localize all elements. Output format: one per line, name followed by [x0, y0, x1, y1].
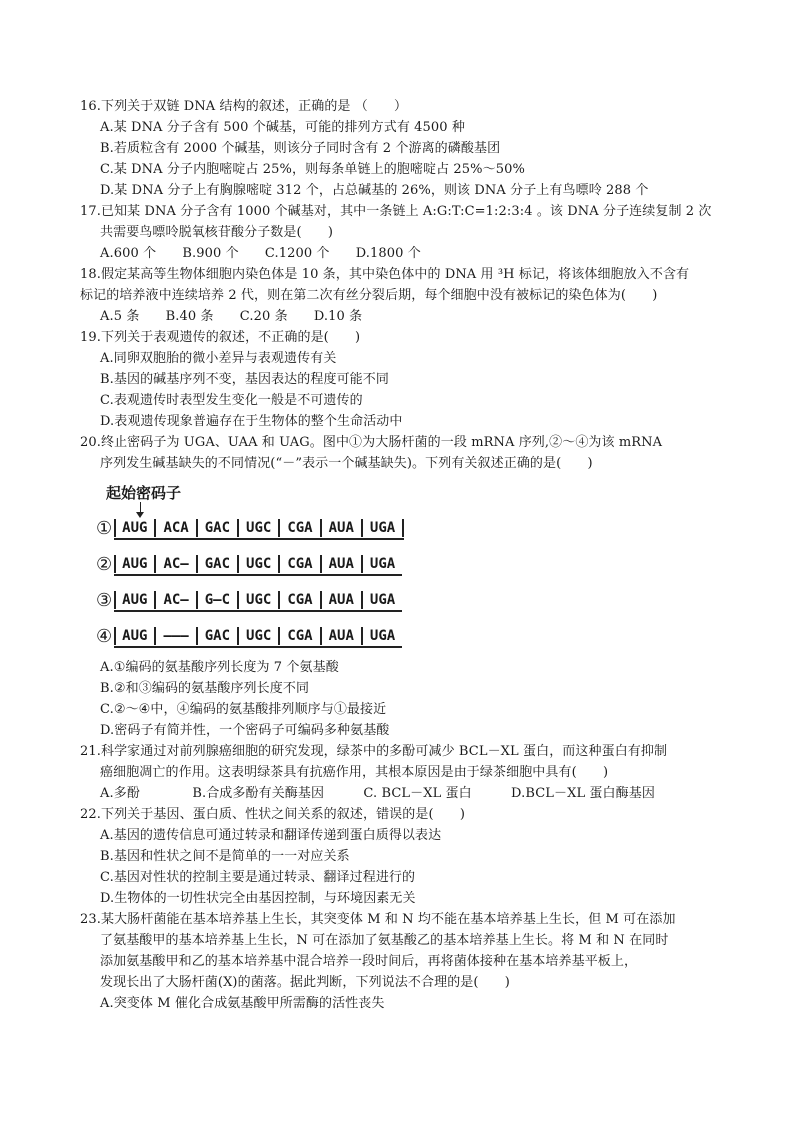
codon: AUA [320, 555, 361, 573]
q19-option-d: D.表观遗传现象普遍存在于生物体的整个生命活动中 [100, 414, 403, 429]
codon: CGA [278, 627, 319, 645]
codon: UGC [237, 555, 278, 573]
q19-option-b: B.基因的碱基序列不变，基因表达的程度可能不同 [100, 372, 389, 387]
q20-option-c: C.②～④中，④编码的氨基酸排列顺序与①最接近 [100, 702, 387, 717]
mrna-row-3 [96, 586, 402, 612]
row-number: ② [96, 554, 113, 575]
question-20-stem-cont: 序列发生碱基缺失的不同情况(“－”表示一个碱基缺失)。下列有关叙述正确的是( ) [100, 456, 593, 471]
q21-options: A.多酚 B.合成多酚有关酶基因 C. BCL－XL 蛋白 D.BCL－XL 蛋白酶基因 [100, 786, 655, 801]
row-number: ① [96, 518, 113, 539]
question-23-stem: 23.某大肠杆菌能在基本培养基上生长，其突变体 M 和 N 均不能在基本培养基上生长，但 M 可在添加 [80, 912, 676, 927]
mrna-row-1 [96, 514, 404, 540]
q17-options: A.600 个 B.900 个 C.1200 个 D.1800 个 [100, 246, 421, 261]
q20-option-d: D.密码子有简并性，一个密码子可编码多种氨基酸 [100, 723, 390, 738]
codon: UGA [361, 627, 402, 645]
q19-option-c: C.表观遗传时表型发生变化一般是不可遗传的 [100, 393, 363, 408]
q22-option-b: B.基因和性状之间不是简单的一一对应关系 [100, 849, 350, 864]
q23-option-a: A.突变体 M 催化合成氨基酸甲所需酶的活性丧失 [100, 996, 385, 1011]
q22-option-c: C.基因对性状的控制主要是通过转录、翻译过程进行的 [100, 870, 416, 885]
question-23-stem-cont-1: 了氨基酸甲的基本培养基上生长，N 可在添加了氨基酸乙的基本培养基上生长。将 M 和 N 在同时 [100, 933, 669, 948]
codon: UGA [361, 555, 402, 573]
q18-options: A.5 条 B.40 条 C.20 条 D.10 条 [100, 309, 363, 324]
mrna-row-4 [96, 622, 402, 648]
codon: CGA [278, 555, 319, 573]
question-21-stem: 21.科学家通过对前列腺癌细胞的研究发现，绿茶中的多酚可减少 BCL－XL 蛋白，而这种蛋白有抑制 [80, 744, 668, 759]
q22-option-a: A.基因的遗传信息可通过转录和翻译传递到蛋白质得以表达 [100, 828, 442, 843]
codon: ACA [154, 519, 195, 537]
q16-option-c: C.某 DNA 分子内胞嘧啶占 25%，则每条单链上的胞嘧啶占 25%～50% [100, 162, 525, 177]
q20-option-a: A.①编码的氨基酸序列长度为 7 个氨基酸 [100, 660, 339, 675]
codon: UGA [361, 519, 404, 537]
codon: CGA [278, 591, 319, 609]
codon: GAC [196, 519, 237, 537]
codon: G–C [196, 591, 237, 609]
question-18-stem: 18.假定某高等生物体细胞内染色体是 10 条，其中染色体中的 DNA 用 ³H 标记，将该体细胞放入不含有 [80, 267, 690, 282]
codon: GAC [196, 555, 237, 573]
codon: AUG [114, 627, 154, 645]
q20-option-b: B.②和③编码的氨基酸序列长度不同 [100, 681, 310, 696]
question-18-stem-cont: 标记的培养液中连续培养 2 代，则在第二次有丝分裂后期，每个细胞中没有被标记的染色体为( ) [80, 288, 658, 303]
codon: AC– [154, 555, 195, 573]
question-20-stem: 20.终止密码子为 UGA、UAA 和 UAG。图中①为大肠杆菌的一段 mRNA 序列,②～④为该 mRNA [80, 435, 663, 450]
codon: AUG [114, 591, 154, 609]
codon: AUG [114, 519, 154, 537]
q19-option-a: A.同卵双胞胎的微小差异与表观遗传有关 [100, 351, 337, 366]
codon: AUA [320, 591, 361, 609]
question-19-stem: 19.下列关于表观遗传的叙述，不正确的是( ) [80, 330, 361, 345]
codon: UGA [361, 591, 402, 609]
q16-option-d: D.某 DNA 分子上有胸腺嘧啶 312 个，占总碱基的 26%，则该 DNA 分子上有鸟嘌呤 288 个 [100, 183, 649, 198]
q16-option-b: B.若质粒含有 2000 个碱基，则该分子同时含有 2 个游离的磷酸基团 [100, 141, 501, 156]
row-number: ③ [96, 590, 113, 611]
start-codon-label: 起始密码子 [106, 484, 182, 502]
question-23-stem-cont-2: 添加氨基酸甲和乙的基本培养基中混合培养一段时间后，再将菌体接种在基本培养基平板上， [100, 954, 638, 969]
question-21-stem-cont: 癌细胞凋亡的作用。这表明绿茶具有抗癌作用，其根本原因是由于绿茶细胞中具有( ) [100, 765, 609, 780]
row-number: ④ [96, 626, 113, 647]
codon: UGC [237, 627, 278, 645]
mrna-row-2 [96, 550, 402, 576]
codon: AUG [114, 555, 154, 573]
question-16-stem: 16.下列关于双链 DNA 结构的叙述，正确的是 （ ） [80, 99, 408, 114]
codon: AUA [320, 627, 361, 645]
codon: AUA [320, 519, 361, 537]
question-17-stem: 17.已知某 DNA 分子含有 1000 个碱基对，其中一条链上 A:G:T:C=1:2:3:4 。该 DNA 分子连续复制 2 次 [80, 204, 712, 219]
q22-option-d: D.生物体的一切性状完全由基因控制，与环境因素无关 [100, 891, 416, 906]
codon: ––– [154, 627, 195, 645]
codon: CGA [278, 519, 319, 537]
codon: UGC [237, 519, 278, 537]
question-22-stem: 22.下列关于基因、蛋白质、性状之间关系的叙述，错误的是( ) [80, 807, 466, 822]
codon: GAC [196, 627, 237, 645]
codon: UGC [237, 591, 278, 609]
question-23-stem-cont-3: 发现长出了大肠杆菌(X)的菌落。据此判断，下列说法不合理的是( ) [100, 975, 510, 990]
codon: AC– [154, 591, 195, 609]
question-17-stem-cont: 共需要鸟嘌呤脱氧核苷酸分子数是( ) [100, 225, 334, 240]
q16-option-a: A.某 DNA 分子含有 500 个碱基，可能的排列方式有 4500 种 [100, 120, 465, 135]
